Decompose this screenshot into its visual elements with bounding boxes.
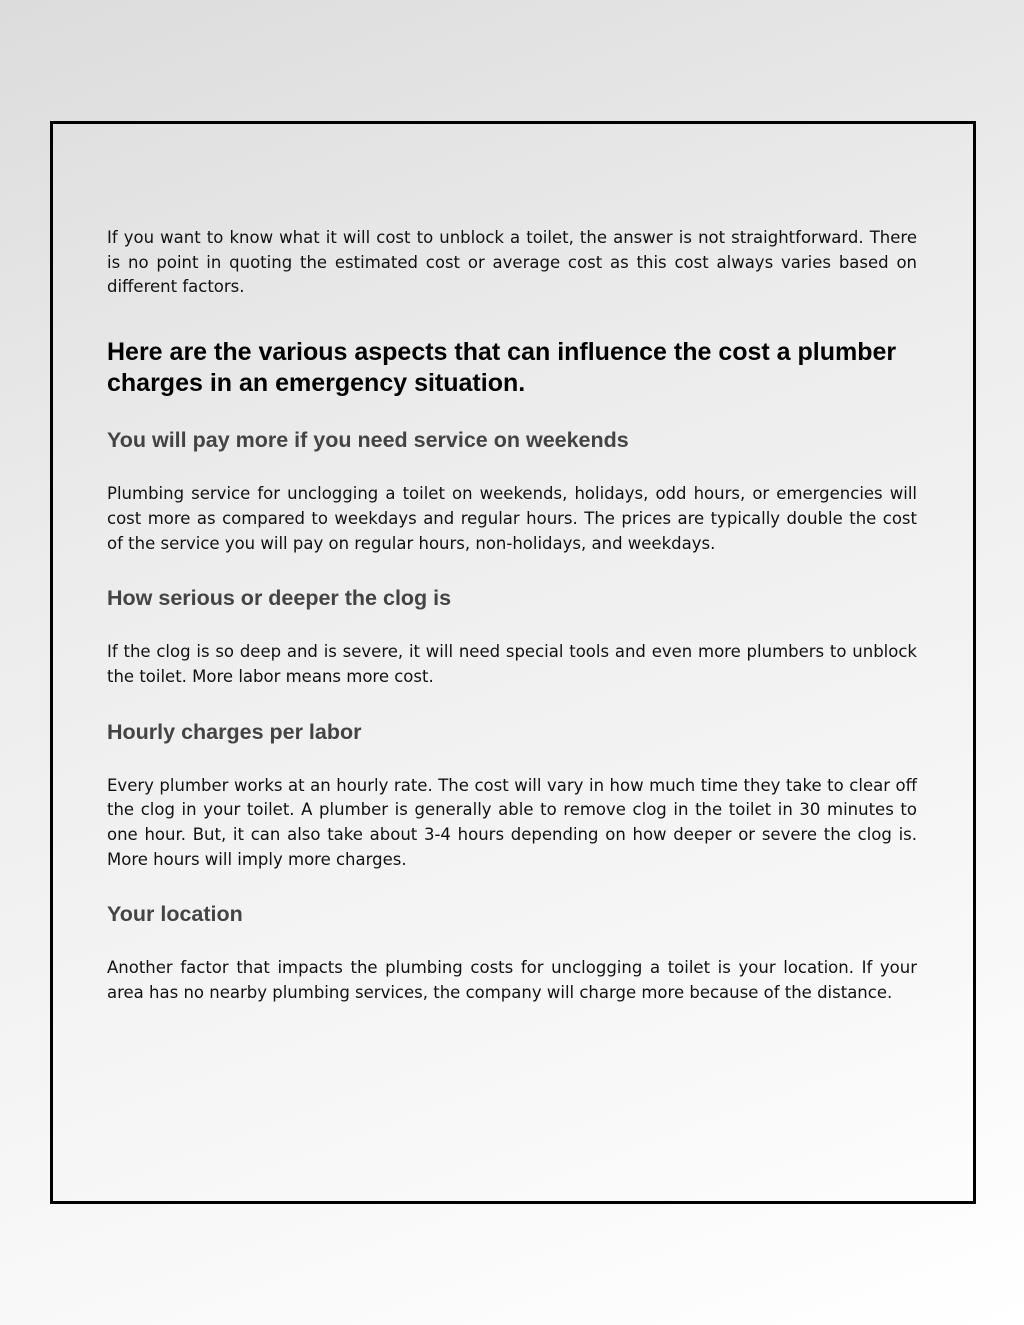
section-body-weekends: Plumbing service for unclogging a toilet on weekends, holidays, odd hours, or emergencies will cost more as compared to weekdays and regular hours. The prices are typically double the cost of the service you will pay on regular hours, non-holidays, and weekdays. bbox=[107, 484, 917, 553]
section-heading-weekends: You will pay more if you need service on weekends bbox=[107, 428, 629, 453]
section-body-clog-severity: If the clog is so deep and is severe, it will need special tools and even more plumbers to unblock the toilet. More labor means more cost. bbox=[107, 642, 917, 686]
section-heading-location: Your location bbox=[107, 902, 243, 927]
intro-paragraph: If you want to know what it will cost to unblock a toilet, the answer is not straightforward. There is no point in quoting the estimated cost or average cost as this cost always varies based on different factors. bbox=[107, 228, 917, 297]
section-heading-clog-severity: How serious or deeper the clog is bbox=[107, 586, 452, 611]
main-heading: Here are the various aspects that can influence the cost a plumber charges in an emergency situation. bbox=[107, 338, 897, 398]
section-heading-hourly-charges: Hourly charges per labor bbox=[107, 719, 362, 744]
document-content bbox=[107, 226, 917, 1006]
section-body-location: Another factor that impacts the plumbing costs for unclogging a toilet is your location. If your area has no nearby plumbing services, the company will charge more because of the distance. bbox=[107, 958, 917, 1003]
section-body-hourly-charges: Every plumber works at an hourly rate. The cost will vary in how much time they take to clear off the clog in your toilet. A plumber is generally able to remove clog in the toilet in 30 minutes to one hour. But, it can also take about 3-4 hours depending on how deeper or severe the clog is. More hours will imply more charges. bbox=[107, 775, 917, 869]
